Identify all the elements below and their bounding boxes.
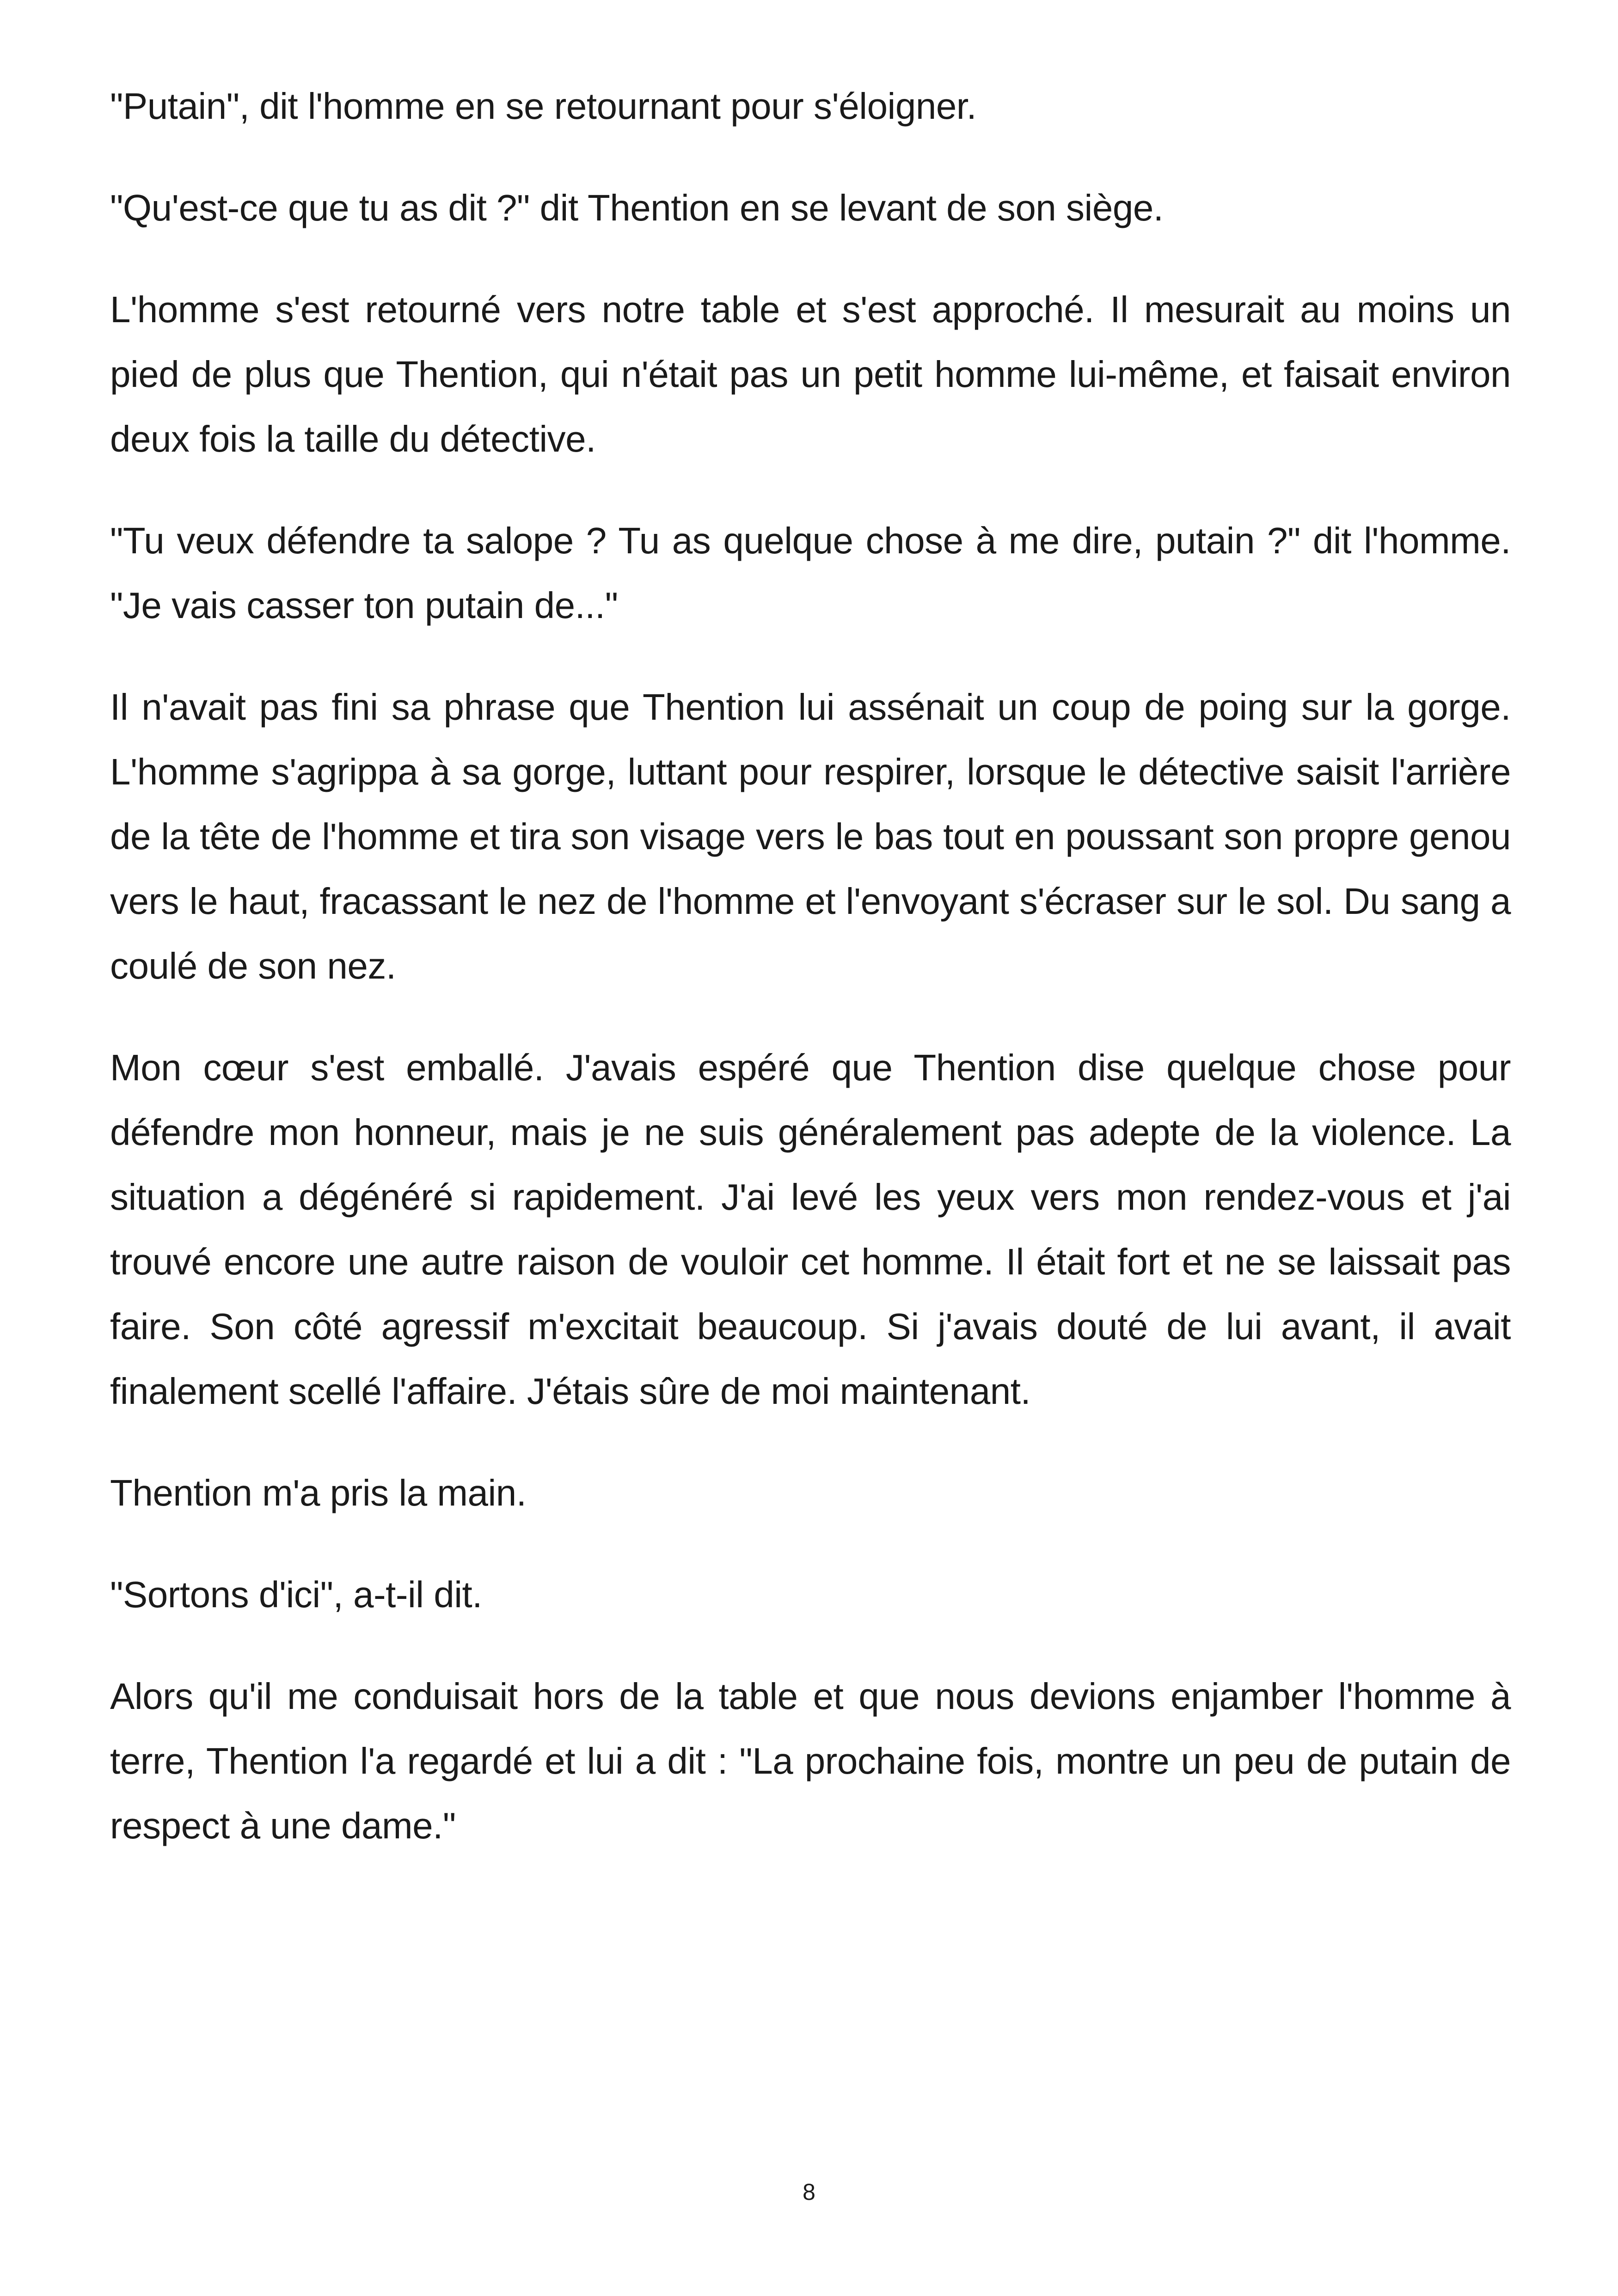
paragraph: "Qu'est-ce que tu as dit ?" dit Thention en se levant de son siège. <box>110 187 1164 228</box>
body-text <box>110 74 1511 1895</box>
paragraph: Thention m'a pris la main. <box>110 1472 527 1513</box>
paragraph: Il n'avait pas fini sa phrase que Thention lui assénait un coup de poing sur la gorge. L'homme s'agrippa à sa gorge, luttant pour respirer, lorsque le détective saisit l'arrière de la tête de l'homme et tira son visage vers le bas tout en poussant son propre genou vers le haut, fracassant le nez de l'homme et l'envoyant s'écraser sur le sol. Du sang a coulé de son nez. <box>110 686 1511 986</box>
paragraph: L'homme s'est retourné vers notre table et s'est approché. Il mesurait au moins un pied de plus que Thention, qui n'était pas un petit homme lui-même, et faisait environ deux fois la taille du détective. <box>110 289 1511 459</box>
paragraph: "Sortons d'ici", a-t-il dit. <box>110 1574 482 1615</box>
paragraph: Mon cœur s'est emballé. J'avais espéré que Thention dise quelque chose pour défendre mon honneur, mais je ne suis généralement pas adepte de la violence. La situation a dégénéré si rapidement. J'ai levé les yeux vers mon rendez-vous et j'ai trouvé encore une autre raison de vouloir cet homme. Il était fort et ne se laissait pas faire. Son côté agressif m'excitait beaucoup. Si j'avais douté de lui avant, il avait finalement scellé l'affaire. J'étais sûre de moi maintenant. <box>110 1047 1511 1412</box>
paragraph: "Putain", dit l'homme en se retournant pour s'éloigner. <box>110 86 977 127</box>
paragraph: "Tu veux défendre ta salope ? Tu as quelque chose à me dire, putain ?" dit l'homme. "Je vais casser ton putain de..." <box>110 520 1511 626</box>
page-number: 8 <box>803 2179 815 2205</box>
paragraph: Alors qu'il me conduisait hors de la table et que nous devions enjamber l'homme à terre, Thention l'a regardé et lui a dit : "La prochaine fois, montre un peu de putain de respect à une dame." <box>110 1676 1511 1846</box>
